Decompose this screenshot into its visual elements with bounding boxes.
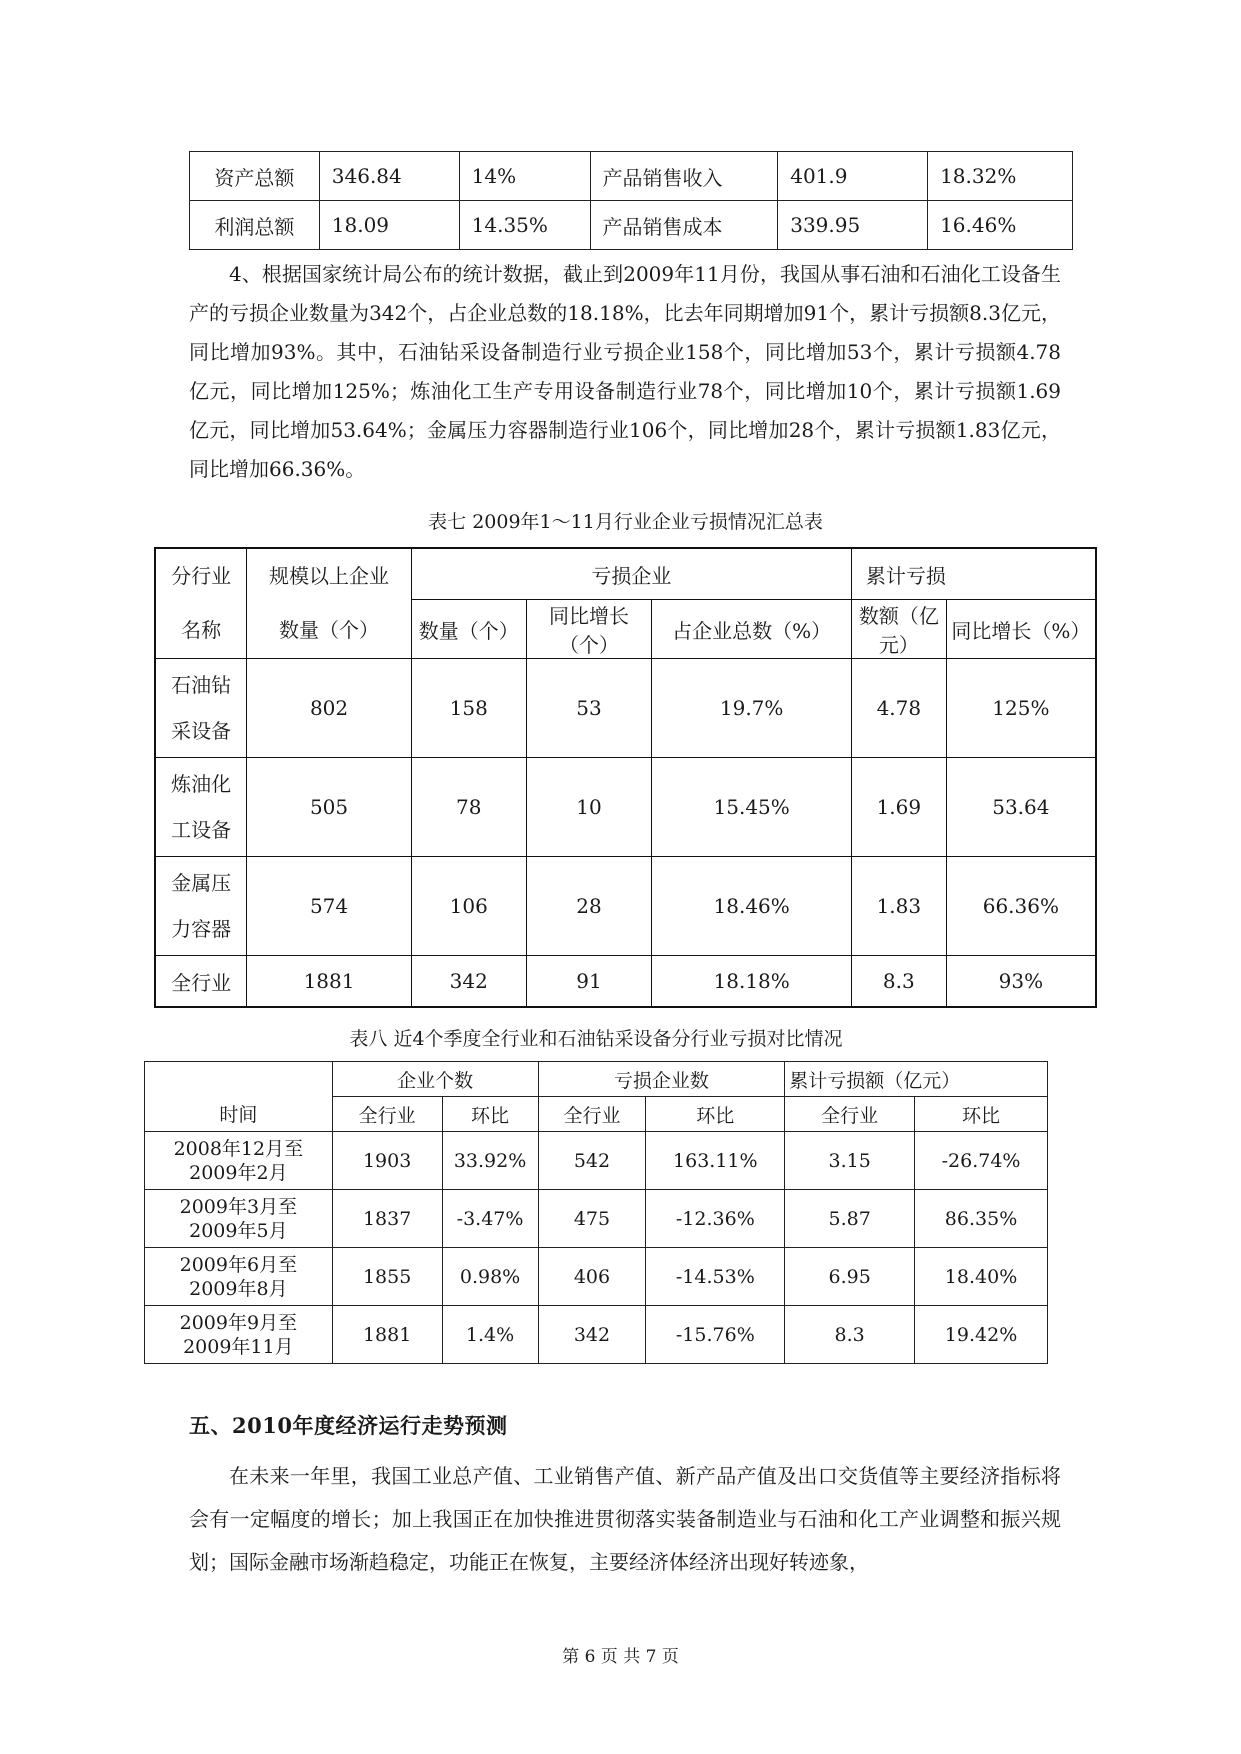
row-label: 2009年6月至 2009年8月	[145, 1248, 333, 1306]
table-cell: 1881	[247, 956, 412, 1008]
page-footer: 第 6 页 共 7 页	[562, 1647, 679, 1667]
table-cell: -26.74%	[915, 1132, 1048, 1190]
table-cell: -14.53%	[646, 1248, 785, 1306]
table-cell: 18.46%	[652, 857, 852, 956]
table-cell: 339.95	[778, 201, 928, 250]
table-cell: 33.92%	[442, 1132, 538, 1190]
table-cell: 1881	[332, 1306, 442, 1364]
table-cell: -3.47%	[442, 1190, 538, 1248]
table-row	[145, 1248, 1048, 1306]
table-cell: 3.15	[785, 1132, 915, 1190]
table-cell: 资产总额	[190, 152, 320, 201]
table-cell: 10	[526, 758, 652, 857]
table-caption: 表八 近4个季度全行业和石油钻采设备分行业亏损对比情况	[349, 1028, 843, 1050]
table-cell: 产品销售成本	[590, 201, 778, 250]
header-cell: 累计亏损额（亿元）	[785, 1062, 1048, 1097]
table-cell: 14.35%	[459, 201, 590, 250]
table-row	[190, 152, 1073, 201]
table-cell: 342	[411, 956, 526, 1008]
header-cell: 全行业	[785, 1097, 915, 1132]
header-cell: 分行业	[155, 548, 247, 600]
summary-table	[189, 151, 1073, 250]
table-cell: 401.9	[778, 152, 928, 201]
header-cell: 环比	[915, 1097, 1048, 1132]
table-cell: 53	[526, 659, 652, 758]
table-cell: 14%	[459, 152, 590, 201]
row-label: 全行业	[155, 956, 247, 1008]
table-cell: 利润总额	[190, 201, 320, 250]
header-cell: 累计亏损	[851, 548, 1096, 600]
table-cell: 8.3	[785, 1306, 915, 1364]
table-cell: 106	[411, 857, 526, 956]
table-cell: 6.95	[785, 1248, 915, 1306]
table-cell: 18.09	[319, 201, 459, 250]
row-label: 2008年12月至 2009年2月	[145, 1132, 333, 1190]
table-caption: 表七 2009年1～11月行业企业亏损情况汇总表	[428, 511, 823, 533]
table-cell: 53.64	[946, 758, 1096, 857]
table-cell: 346.84	[319, 152, 459, 201]
header-cell: 时间	[145, 1062, 333, 1132]
loss-summary-table	[154, 547, 1097, 1008]
header-cell: 环比	[442, 1097, 538, 1132]
table-cell: 5.87	[785, 1190, 915, 1248]
table-row	[190, 201, 1073, 250]
table-cell: 91	[526, 956, 652, 1008]
header-cell: 企业个数	[332, 1062, 538, 1097]
table-total-row	[155, 956, 1096, 1008]
header-cell: 名称	[155, 600, 247, 659]
table-cell: 1855	[332, 1248, 442, 1306]
table-cell: 78	[411, 758, 526, 857]
table-cell: 66.36%	[946, 857, 1096, 956]
table-row	[155, 758, 1096, 857]
table-cell: 93%	[946, 956, 1096, 1008]
header-cell: 数量（个）	[411, 600, 526, 659]
table-cell: -12.36%	[646, 1190, 785, 1248]
header-cell: 环比	[646, 1097, 785, 1132]
table-cell: 86.35%	[915, 1190, 1048, 1248]
header-cell: 数额（亿元）	[851, 600, 946, 659]
table-row	[155, 857, 1096, 956]
table-cell: 163.11%	[646, 1132, 785, 1190]
table-cell: 28	[526, 857, 652, 956]
row-label: 炼油化 工设备	[155, 758, 247, 857]
table-cell: 0.98%	[442, 1248, 538, 1306]
table-header-row	[155, 600, 1096, 659]
table-cell: 802	[247, 659, 412, 758]
table-cell: 505	[247, 758, 412, 857]
quarterly-loss-table	[144, 1061, 1048, 1364]
table-cell: 125%	[946, 659, 1096, 758]
table-header-row	[155, 548, 1096, 600]
table-header-row	[145, 1062, 1048, 1097]
table-cell: 8.3	[851, 956, 946, 1008]
row-label: 2009年9月至 2009年11月	[145, 1306, 333, 1364]
header-cell: 同比增长（%）	[946, 600, 1096, 659]
table-cell: 18.32%	[928, 152, 1073, 201]
table-cell: 1903	[332, 1132, 442, 1190]
header-cell: 全行业	[538, 1097, 646, 1132]
table-cell: 18.40%	[915, 1248, 1048, 1306]
header-cell: 同比增长（个）	[526, 600, 652, 659]
table-cell: 1837	[332, 1190, 442, 1248]
table-cell: 16.46%	[928, 201, 1073, 250]
header-cell: 规模以上企业	[247, 548, 412, 600]
header-cell: 全行业	[332, 1097, 442, 1132]
table-cell: 158	[411, 659, 526, 758]
section-heading: 五、2010年度经济运行走势预测	[189, 1413, 508, 1438]
header-cell: 数量（个）	[247, 600, 412, 659]
table-cell: 18.18%	[652, 956, 852, 1008]
table-cell: 342	[538, 1306, 646, 1364]
row-label: 金属压 力容器	[155, 857, 247, 956]
table-cell: 574	[247, 857, 412, 956]
table-cell: 4.78	[851, 659, 946, 758]
table-cell: 542	[538, 1132, 646, 1190]
table-cell: 1.69	[851, 758, 946, 857]
header-cell: 亏损企业数	[538, 1062, 785, 1097]
table-cell: 产品销售收入	[590, 152, 778, 201]
row-label: 2009年3月至 2009年5月	[145, 1190, 333, 1248]
table-cell: 19.42%	[915, 1306, 1048, 1364]
table-cell: 475	[538, 1190, 646, 1248]
row-label: 石油钻 采设备	[155, 659, 247, 758]
table-row	[145, 1306, 1048, 1364]
table-cell: -15.76%	[646, 1306, 785, 1364]
table-cell: 15.45%	[652, 758, 852, 857]
table-row	[155, 659, 1096, 758]
header-cell: 占企业总数（%）	[652, 600, 852, 659]
table-cell: 406	[538, 1248, 646, 1306]
table-cell: 1.4%	[442, 1306, 538, 1364]
header-cell: 亏损企业	[411, 548, 851, 600]
table-cell: 1.83	[851, 857, 946, 956]
body-paragraph: 4、根据国家统计局公布的统计数据，截止到2009年11月份，我国从事石油和石油化工设备生产的亏损企业数量为342个，占企业总数的18.18%，比去年同期增加91个，累计亏损额8.3亿元，同比增加93%。其中，石油钻采设备制造行业亏损企业158个，同比增加53个，累计亏损额4.78亿元，同比增加125%；炼油化工生产专用设备制造行业78个，同比增加10个，累计亏损额1.69亿元，同比增加53.64%；金属压力容器制造行业106个，同比增加28个，累计亏损额1.83亿元，同比增加66.36%。	[189, 262, 1061, 481]
table-row	[145, 1132, 1048, 1190]
table-cell: 19.7%	[652, 659, 852, 758]
table-row	[145, 1190, 1048, 1248]
body-paragraph: 在未来一年里，我国工业总产值、工业销售产值、新产品产值及出口交货值等主要经济指标将会有一定幅度的增长；加上我国正在加快推进贯彻落实装备制造业与石油和化工产业调整和振兴规划；国际金融市场渐趋稳定，功能正在恢复，主要经济体经济出现好转迹象，	[189, 1464, 1061, 1574]
